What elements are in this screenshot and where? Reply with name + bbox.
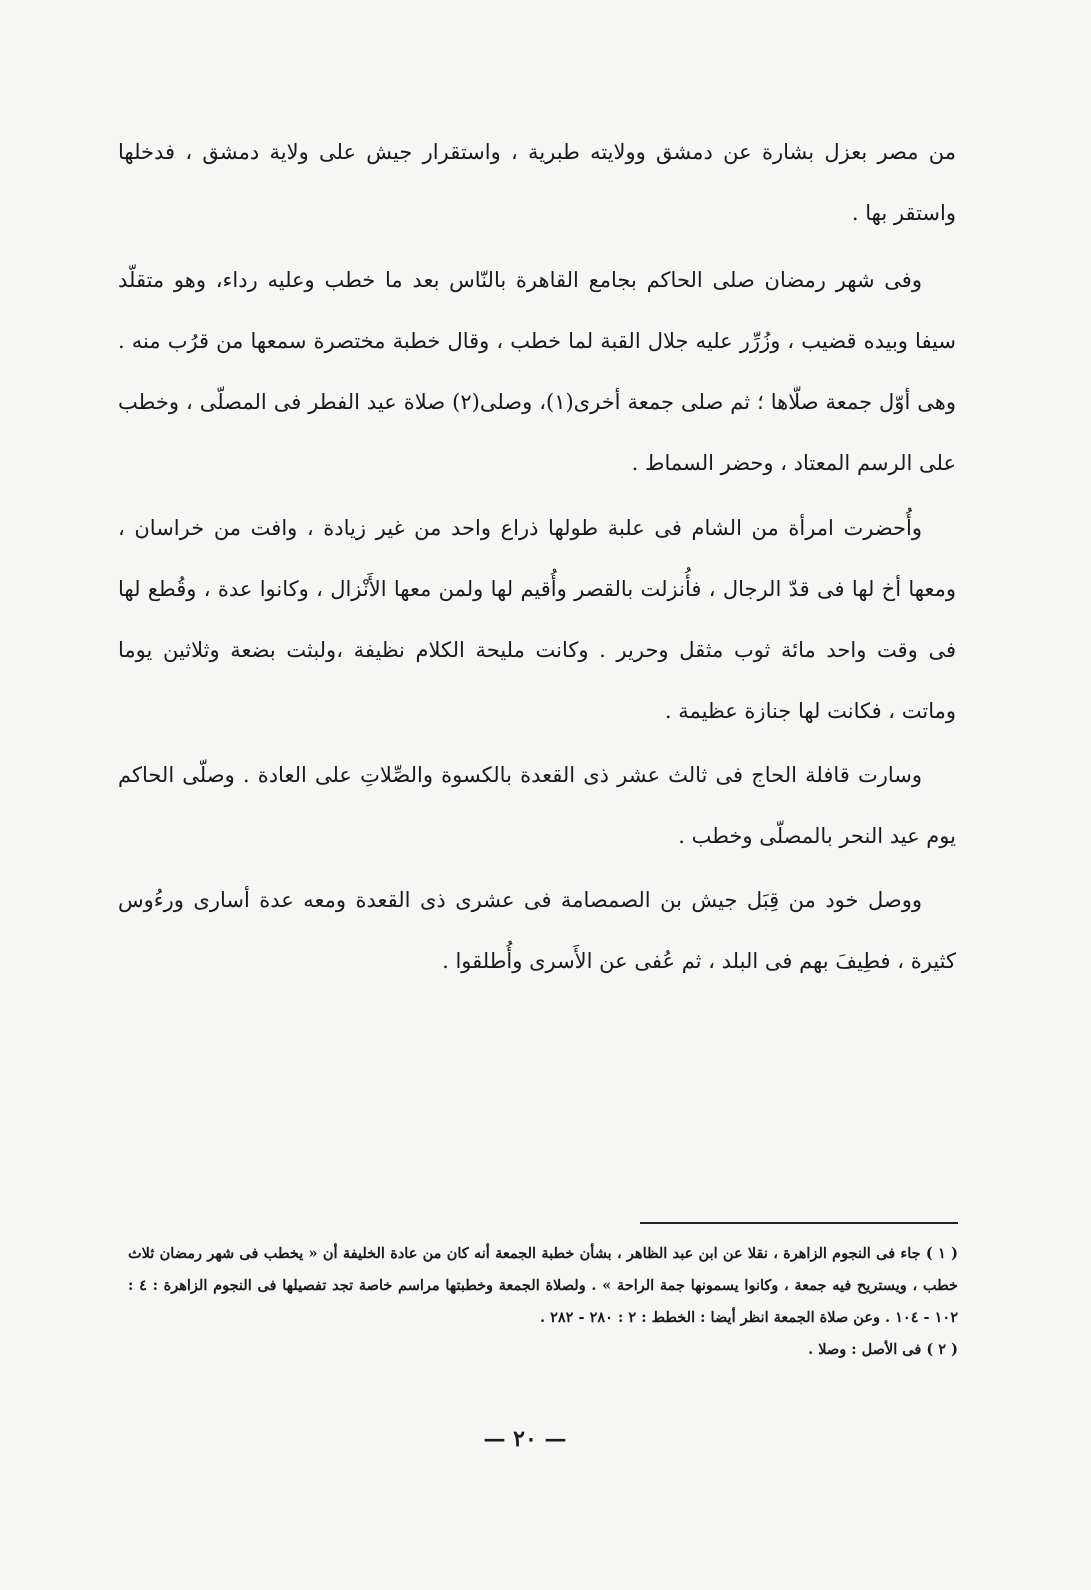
footnote-2: ( ٢ ) فى الأصل : وصلا .: [808, 1341, 958, 1358]
paragraph-text: ووصل خود من قِبَل جيش بن الصمصامة فى عشرى ذى القعدة ومعه عدة أسارى ورءُوس كثيرة ، فطِيفَ بهم فى البلد ، ثم عُفى عن الأَسرى وأُطلقوا .: [118, 888, 956, 973]
paragraph-3: [118, 498, 956, 742]
footnotes: [128, 1238, 958, 1366]
page-number: — ٢٠ —: [483, 1426, 567, 1452]
paragraph-text: وسارت قافلة الحاج فى ثالث عشر ذى القعدة بالكسوة والصِّلاتِ على العادة . وصلّى الحاكم يوم عيد النحر بالمصلّى وخطب .: [118, 763, 956, 848]
paragraph-text: من مصر بعزل بشارة عن دمشق وولايته طبرية ، واستقرار جيش على ولاية دمشق ، فدخلها واستقر بها .: [118, 140, 956, 225]
paragraph-5: [118, 870, 956, 992]
footnote-1: ( ١ ) جاء فى النجوم الزاهرة ، نقلا عن ابن عبد الظاهر ، بشأن خطبة الجمعة أنه كان من عادة الخليفة أن « يخطب فى شهر رمضان ثلاث خطب ، ويستريح فيه جمعة ، وكانوا يسمونها جمة الراحة » . ولصلاة الجمعة وخطبتها مراسم خاصة تجد تفصيلها فى النجوم الزاهرة : ٤ : ١٠٢ - ١٠٤ . وعن صلاة الجمعة انظر أيضا : الخطط : ٢ : ٢٨٠ - ٢٨٢ .: [128, 1245, 958, 1326]
paragraph-1: [118, 122, 956, 244]
paragraph-text: وأُحضرت امرأة من الشام فى علبة طولها ذراع واحد من غير زيادة ، وافت من خراسان ، ومعها أخ لها فى قدّ الرجال ، فأُنزلت بالقصر وأُقيم لها ولمن معها الأَنْزال ، وكانوا عدة ، وقُطع لها فى وقت واحد مائة ثوب مثقل وحرير . وكانت مليحة الكلام نظيفة ،ولبثت بضعة وثلاثين يوما وماتت ، فكانت لها جنازة عظيمة .: [118, 516, 956, 723]
paragraph-text: وفى شهر رمضان صلى الحاكم بجامع القاهرة بالنّاس بعد ما خطب وعليه رداء، وهو متقلّد سيفا وبيده قضيب ، وزُرِّر عليه جلال القبة لما خطب ، وقال خطبة مختصرة سمعها من قرُب منه . وهى أوّل جمعة صلّاها ؛ ثم صلى جمعة أخرى(١)، وصلى(٢) صلاة عيد الفطر فى المصلّى ، وخطب على الرسم المعتاد ، وحضر السماط .: [118, 268, 956, 475]
paragraph-4: [118, 745, 956, 867]
paragraph-2: [118, 250, 956, 494]
footnote-divider: [640, 1222, 958, 1224]
